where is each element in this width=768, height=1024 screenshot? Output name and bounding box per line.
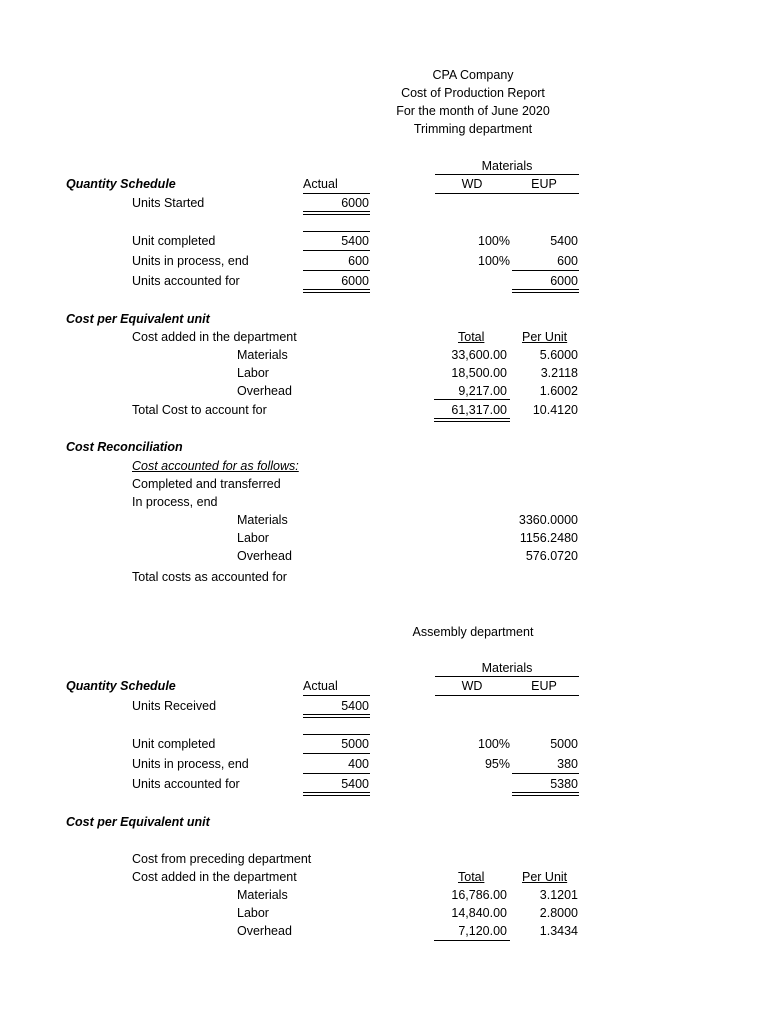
divider — [303, 717, 370, 718]
units-received-label: Units Received — [132, 699, 217, 713]
divider — [434, 940, 510, 941]
divider — [303, 193, 370, 194]
divider — [512, 773, 579, 774]
assembly-in-process-eup: 380 — [557, 757, 578, 771]
recon-labor-label: Labor — [237, 531, 269, 545]
assembly-col-total: Total — [458, 870, 485, 884]
materials-per-unit: 5.6000 — [539, 348, 578, 362]
assembly-unit-completed-wd: 100% — [478, 737, 510, 751]
overhead-label: Overhead — [237, 384, 292, 398]
report-title: Cost of Production Report — [401, 86, 545, 100]
unit-completed-wd: 100% — [478, 234, 510, 248]
cost-preceding-label: Cost from preceding department — [132, 852, 312, 866]
assembly-materials-total: 16,786.00 — [451, 888, 507, 902]
divider — [435, 193, 579, 194]
recon-materials-value: 3360.0000 — [518, 513, 578, 527]
recon-overhead-label: Overhead — [237, 549, 292, 563]
assembly-materials-header: Materials — [481, 661, 533, 675]
cost-added-label: Cost added in the department — [132, 330, 297, 344]
units-started-actual: 6000 — [341, 196, 369, 210]
total-cost-total: 61,317.00 — [451, 403, 507, 417]
divider — [303, 773, 370, 774]
assembly-unit-completed-label: Unit completed — [132, 737, 216, 751]
labor-total: 18,500.00 — [451, 366, 507, 380]
assembly-overhead-total: 7,120.00 — [458, 924, 507, 938]
labor-per-unit: 3.2118 — [540, 366, 578, 380]
company-name: CPA Company — [432, 68, 514, 82]
divider — [303, 714, 370, 715]
materials-label: Materials — [237, 348, 288, 362]
overhead-total: 9,217.00 — [458, 384, 507, 398]
in-process-label: Units in process, end — [132, 254, 249, 268]
assembly-overhead-per-unit: 1.3434 — [539, 924, 578, 938]
divider — [303, 250, 370, 251]
report-period: For the month of June 2020 — [396, 104, 550, 118]
assembly-col-per-unit: Per Unit — [522, 870, 568, 884]
assembly-col-eup: EUP — [531, 679, 557, 693]
divider — [303, 795, 370, 796]
divider — [303, 211, 370, 212]
assembly-materials-per-unit: 3.1201 — [539, 888, 578, 902]
divider — [434, 421, 510, 422]
assembly-labor-total: 14,840.00 — [451, 906, 507, 920]
col-per-unit: Per Unit — [522, 330, 568, 344]
unit-completed-eup: 5400 — [550, 234, 578, 248]
divider — [512, 289, 579, 290]
divider — [434, 418, 510, 419]
total-accounted-label: Total costs as accounted for — [132, 570, 287, 584]
materials-header: Materials — [481, 159, 533, 173]
accounted-label: Units accounted for — [132, 274, 240, 288]
assembly-unit-completed-actual: 5000 — [341, 737, 369, 751]
cost-reconciliation-heading: Cost Reconciliation — [66, 440, 183, 454]
overhead-per-unit: 1.6002 — [539, 384, 578, 398]
divider — [512, 292, 579, 293]
total-cost-label: Total Cost to account for — [132, 403, 267, 417]
assembly-cost-added-label: Cost added in the department — [132, 870, 297, 884]
divider — [512, 270, 579, 271]
divider — [303, 270, 370, 271]
assembly-in-process-label: Units in process, end — [132, 757, 249, 771]
divider — [512, 795, 579, 796]
recon-materials-label: Materials — [237, 513, 288, 527]
assembly-in-process-wd: 95% — [484, 757, 510, 771]
divider — [303, 292, 370, 293]
divider — [303, 792, 370, 793]
recon-labor-value: 1156.2480 — [519, 531, 578, 545]
assembly-in-process-actual: 400 — [348, 757, 369, 771]
assembly-col-actual: Actual — [303, 679, 338, 693]
divider — [303, 695, 370, 696]
cost-per-eu-heading: Cost per Equivalent unit — [66, 312, 210, 326]
assembly-overhead-label: Overhead — [237, 924, 292, 938]
in-process-end-label: In process, end — [132, 495, 218, 509]
completed-transferred-label: Completed and transferred — [132, 477, 281, 491]
units-started-label: Units Started — [132, 196, 205, 210]
assembly-accounted-eup: 5380 — [550, 777, 578, 791]
col-total: Total — [458, 330, 485, 344]
quantity-schedule-heading: Quantity Schedule — [66, 177, 176, 191]
assembly-accounted-label: Units accounted for — [132, 777, 240, 791]
divider — [303, 734, 370, 735]
unit-completed-actual: 5400 — [341, 234, 369, 248]
col-actual: Actual — [303, 177, 338, 191]
assembly-accounted-actual: 5400 — [341, 777, 369, 791]
divider — [303, 289, 370, 290]
assembly-labor-label: Labor — [237, 906, 269, 920]
recon-overhead-value: 576.0720 — [525, 549, 578, 563]
unit-completed-label: Unit completed — [132, 234, 216, 248]
in-process-wd: 100% — [478, 254, 510, 268]
assembly-labor-per-unit: 2.8000 — [539, 906, 578, 920]
accounted-actual: 6000 — [341, 274, 369, 288]
divider — [303, 214, 370, 215]
assembly-quantity-schedule-heading: Quantity Schedule — [66, 679, 176, 693]
assembly-cost-per-eu-heading: Cost per Equivalent unit — [66, 815, 210, 829]
divider — [303, 231, 370, 232]
divider — [435, 676, 579, 677]
col-wd: WD — [461, 177, 483, 191]
divider — [435, 695, 579, 696]
divider — [303, 753, 370, 754]
in-process-actual: 600 — [348, 254, 369, 268]
divider — [435, 174, 579, 175]
materials-total: 33,600.00 — [451, 348, 507, 362]
divider — [512, 792, 579, 793]
units-received-actual: 5400 — [341, 699, 369, 713]
assembly-col-wd: WD — [461, 679, 483, 693]
total-cost-per-unit: 10.4120 — [532, 403, 578, 417]
accounted-as-follows: Cost accounted for as follows: — [132, 459, 299, 473]
assembly-title: Assembly department — [412, 625, 534, 639]
divider — [434, 399, 510, 400]
accounted-eup: 6000 — [550, 274, 578, 288]
department-title: Trimming department — [413, 122, 533, 136]
in-process-eup: 600 — [557, 254, 578, 268]
labor-label: Labor — [237, 366, 269, 380]
assembly-materials-label: Materials — [237, 888, 288, 902]
col-eup: EUP — [531, 177, 557, 191]
assembly-unit-completed-eup: 5000 — [550, 737, 578, 751]
